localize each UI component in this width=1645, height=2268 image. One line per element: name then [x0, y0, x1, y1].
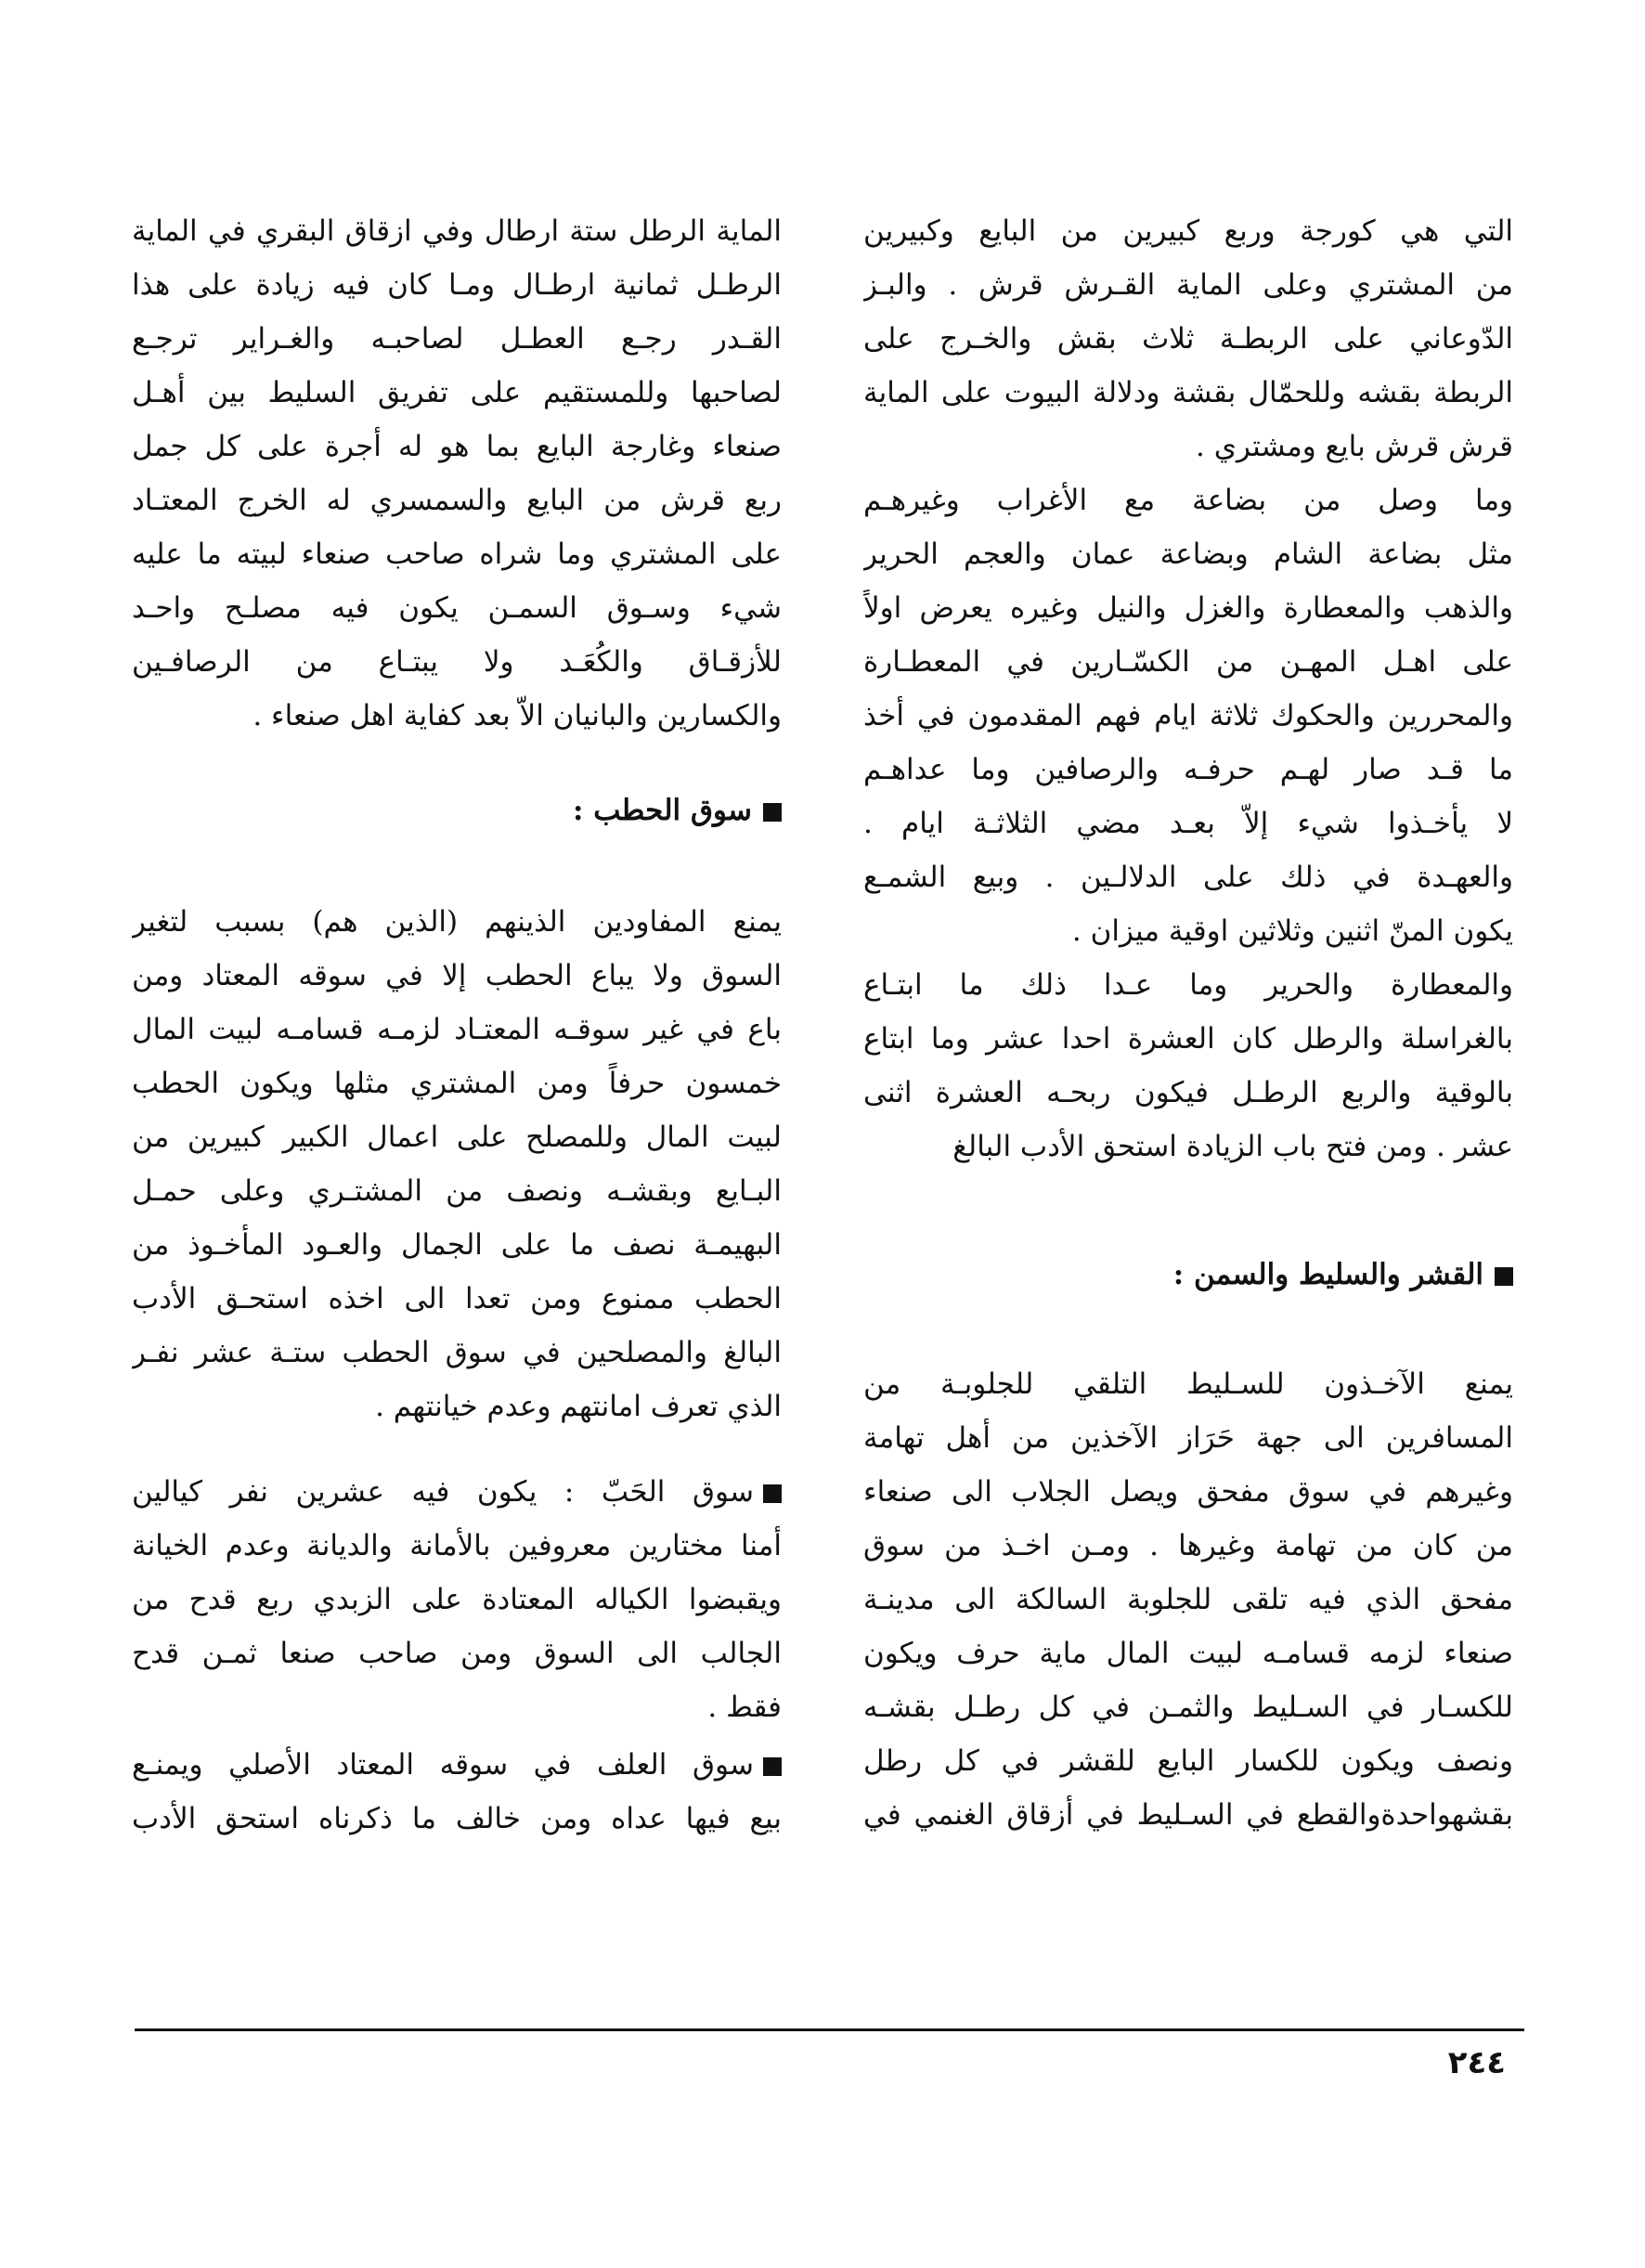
paragraph — [863, 473, 1513, 958]
text-line: يكون المنّ اثنين وثلاثين اوقية ميزان . — [1071, 914, 1513, 948]
text-line: الربطة بقشه وللحمّال بقشة ودلالة البيوت على الماية — [863, 376, 1513, 409]
text-line: والذهب والمعطارة والغزل والنيل وغيره يعرض اولاً — [863, 591, 1513, 625]
paragraph-lead: سوق العلف في سوقه المعتاد الأصلي ويمنـع — [132, 1748, 754, 1782]
text-line: لصاحبها وللمستقيم على تفريق السليط بين أهـل — [132, 376, 782, 409]
text-line: القـدر رجـع العطـل لصاحبـه والغـراير ترجـع — [132, 322, 782, 356]
right-column — [863, 204, 1513, 1842]
text-line: يمنع المفاودين الذينهم (الذين هم) بسبب لتغير — [132, 905, 782, 939]
text-line: الجالب الى السوق ومن صاحب صنعا ثمـن قدح — [132, 1637, 782, 1670]
text-line: البالغ والمصلحين في سوق الحطب ستـة عشر نفـر — [132, 1336, 782, 1369]
paragraph — [863, 1357, 1513, 1842]
text-line: ونصف ويكون للكسار البايع للقشر في كل رطل — [863, 1744, 1513, 1778]
text-line: وما وصل من بضاعة مع الأغراب وغيرهـم — [863, 484, 1513, 517]
text-line: مفحق الذي فيه تلقى للجلوبة السالكة الى مدينـة — [863, 1583, 1513, 1616]
paragraph — [132, 1738, 782, 1846]
text-line: على اهـل المهـن من الكسّـارين في المعطـارة — [863, 645, 1513, 679]
text-line: من المشتري وعلى الماية القـرش قرش . والبـز — [863, 268, 1513, 302]
square-bullet-icon — [763, 1484, 782, 1503]
text-line: شيء وسـوق السمـن يكون فيه مصلـح واحـد — [132, 591, 782, 625]
text-line: ويقبضوا الكياله المعتادة على الزبدي ربع قدح من — [132, 1583, 782, 1616]
paragraph-lead: سوق الحَبّ : يكون فيه عشرين نفر كيالين — [132, 1475, 754, 1509]
square-bullet-icon — [763, 1757, 782, 1776]
text-line: بيع فيها عداه ومن خالف ما ذكرناه استحق الأدب — [132, 1802, 782, 1835]
text-line: للكسـار في السـليط والثمـن في كل رطـل بقشـه — [863, 1691, 1513, 1724]
text-line: عشر . ومن فتح باب الزيادة استحق الأدب البالغ — [952, 1130, 1513, 1163]
text-line: صنعاء وغارجة البايع بما هو له أجرة على كل جمل — [132, 430, 782, 463]
text-line: بالوقية والربع الرطـل فيكون ربحـه العشرة اثنى — [863, 1076, 1513, 1109]
text-line: البـايع وبقشـه ونصف من المشتـري وعلى حمـل — [132, 1174, 782, 1208]
text-line: فقط . — [707, 1691, 782, 1724]
square-bullet-icon — [763, 803, 782, 822]
section-heading — [863, 1248, 1513, 1302]
text-line: ما قـد صار لهـم حرفـه والرصافين وما عداهـم — [863, 753, 1513, 786]
text-line: لا يأخـذوا شيء إلاّ بعـد مضي الثلاثـة ايام . — [863, 807, 1513, 840]
text-line: الرطـل ثمانية ارطـال ومـا كان فيه زيادة على هذا — [132, 268, 782, 302]
text-line — [132, 1738, 782, 1792]
section-heading-text: سوق الحطب : — [572, 794, 752, 827]
text-line: المسافرين الى جهة حَرَاز الآخذين من أهل تهامة — [863, 1421, 1513, 1455]
text-line: الماية الرطل ستة ارطال وفي ازقاق البقري في الماية — [132, 214, 782, 248]
section-heading-text: القشر والسليط والسمن : — [1172, 1258, 1483, 1291]
text-line: لبيت المال وللمصلح على اعمال الكبير كبيرين من — [132, 1121, 782, 1154]
text-line: الحطب ممنوع ومن تعدا الى اخذه استحـق الأدب — [132, 1282, 782, 1315]
footer-rule — [135, 2028, 1524, 2031]
text-line: وغيرهم في سوق مفحق ويصل الجلاب الى صنعاء — [863, 1475, 1513, 1509]
text-line: الذي تعرف امانتهم وعدم خيانتهم . — [375, 1390, 782, 1423]
text-line: مثل بضاعة الشام وبضاعة عمان والعجم الحرير — [863, 538, 1513, 571]
text-line — [132, 1465, 782, 1519]
text-line: للأزقـاق والكُعَـد ولا يبتـاع من الرصافـين — [132, 645, 782, 679]
text-line: والعهـدة في ذلك على الدلالـين . وبيع الشمـع — [863, 861, 1513, 894]
paragraph — [132, 895, 782, 1433]
text-line: صنعاء لزمه قسامـه لبيت المال ماية حرف ويكون — [863, 1637, 1513, 1670]
text-line: بقشهواحدةوالقطع في السـليط في أزقاق الغنمي في — [863, 1798, 1513, 1832]
square-bullet-icon — [1495, 1267, 1513, 1286]
text-line: باع في غير سوقـه المعتـاد لزمـه قسامـه لبيت المال — [132, 1013, 782, 1046]
paragraph — [863, 204, 1513, 473]
text-line: والمعطارة والحرير وما عـدا ذلك ما ابتـاع — [863, 968, 1513, 1002]
text-line: الدّوعاني على الربطـة ثلاث بقش والخـرج على — [863, 322, 1513, 356]
text-line: البهيمـة نصف ما على الجمال والعـود المأخـوذ من — [132, 1228, 782, 1262]
text-line: والكسارين والبانيان الاّ بعد كفاية اهل صنعاء . — [253, 699, 782, 732]
text-line: خمسون حرفاً ومن المشتري مثلها ويكون الحطب — [132, 1067, 782, 1100]
page-number: ٢٤٤ — [1447, 2044, 1506, 2081]
text-line: على المشتري وما شراه صاحب صنعاء لبيته ما عليه — [132, 538, 782, 571]
text-line: السوق ولا يباع الحطب إلا في سوقه المعتاد ومن — [132, 959, 782, 992]
text-line: والمحررين والحكوك ثلاثة ايام فهم المقدمون في أخذ — [863, 699, 1513, 732]
text-line: أمنا مختارين معروفين بالأمانة والديانة وعدم الخيانة — [132, 1529, 782, 1562]
text-line: يمنع الآخـذون للسـليط التلقي للجلوبـة من — [863, 1367, 1513, 1401]
paragraph — [132, 1465, 782, 1734]
text-line: التي هي كورجة وربع كبيرين من البايع وكبيرين — [863, 214, 1513, 248]
paragraph — [132, 204, 782, 743]
text-line: ربع قرش من البايع والسمسري له الخرج المعتـاد — [132, 484, 782, 517]
text-line: من كان من تهامة وغيرها . ومـن اخـذ من سوق — [863, 1529, 1513, 1562]
section-heading — [132, 784, 782, 837]
left-column — [132, 204, 782, 1846]
text-line: قرش قرش بايع ومشتري . — [1196, 430, 1513, 463]
text-line: بالغراسلة والرطل كان العشرة احدا عشر وما ابتاع — [863, 1022, 1513, 1056]
paragraph — [863, 958, 1513, 1173]
